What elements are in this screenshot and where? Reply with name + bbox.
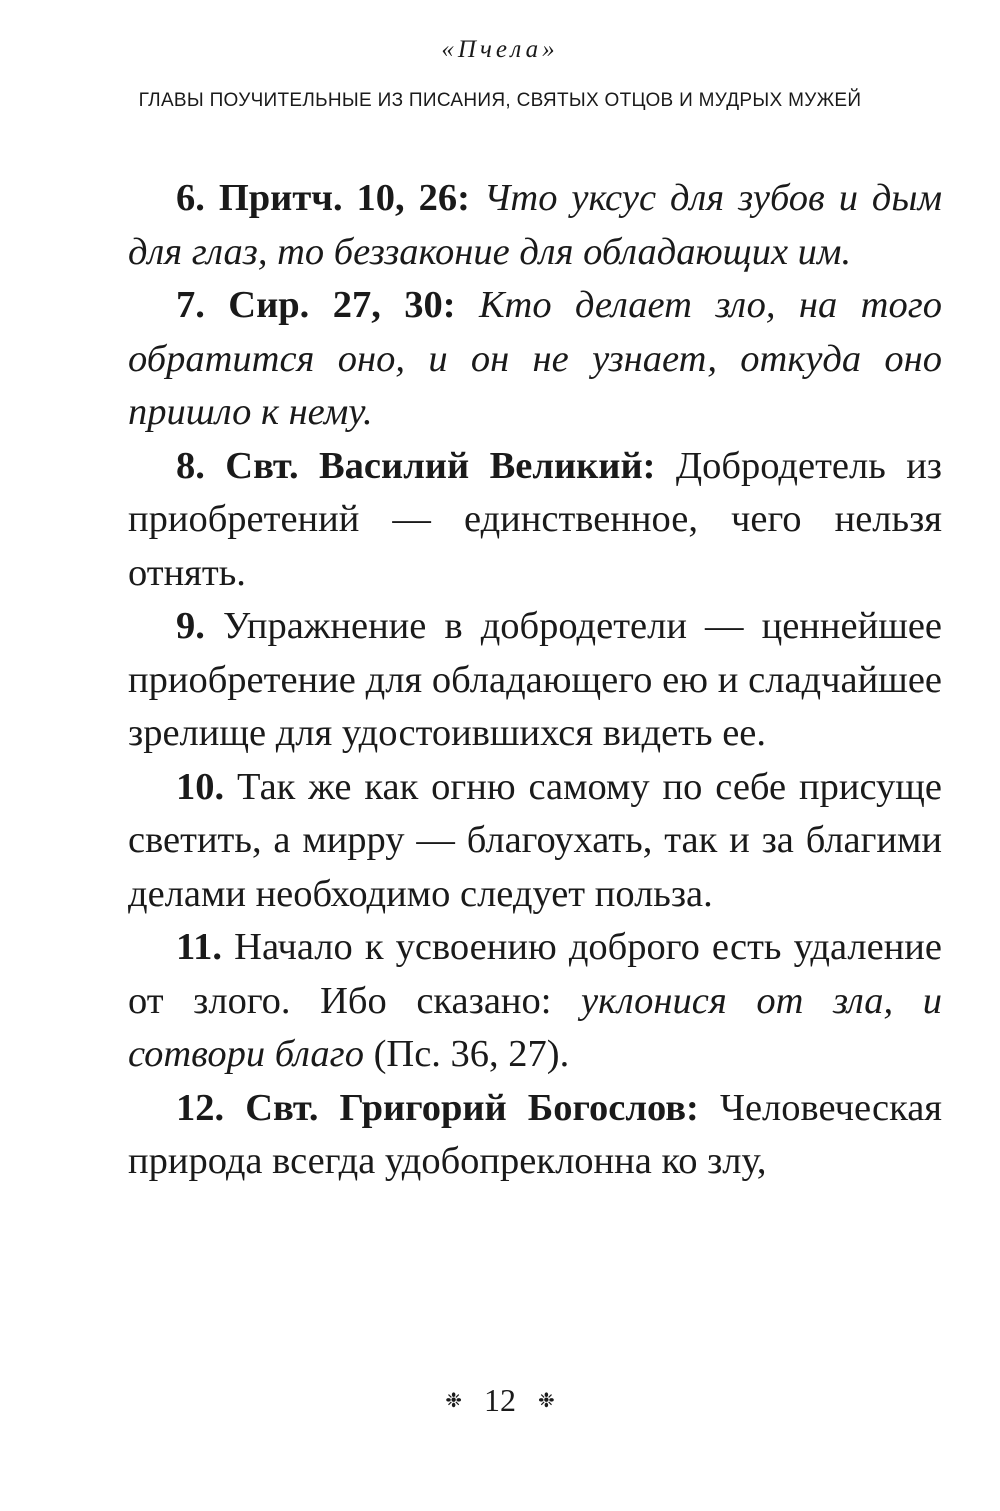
- paragraph-number: 12.: [176, 1086, 225, 1129]
- paragraph-text: Начало к усвоению доброго есть удаление от злого. Ибо сказано:: [128, 926, 943, 1022]
- paragraph-number: 10.: [176, 765, 225, 808]
- paragraph-number: 11.: [176, 926, 223, 968]
- page-footer: [0, 1382, 1000, 1419]
- ornament-left-icon: ❉: [445, 1390, 462, 1412]
- paragraph-text: Упражнение в добродетели — ценнейшее приобретение для обладающего ею и сладчайшее зрелище для удостоившихся видеть ее.: [128, 605, 943, 754]
- running-title: «Пчела»: [441, 36, 559, 63]
- paragraph-6: [128, 172, 942, 279]
- paragraph-number: 8.: [176, 444, 205, 487]
- paragraph-number: 6.: [176, 177, 205, 219]
- paragraph-11: [128, 921, 942, 1082]
- page-body: [128, 172, 942, 1189]
- ornament-right-icon: ❉: [538, 1390, 555, 1412]
- source-ref: Притч. 10, 26:: [218, 177, 470, 219]
- paragraph-number: 9.: [176, 605, 205, 647]
- paragraph-text: Человеческая природа всегда удобопреклонна ко злу,: [128, 1086, 943, 1182]
- paragraph-8: [128, 440, 942, 601]
- psalm-ref: (Пс. 36, 27).: [373, 1033, 570, 1075]
- source-ref: Сир. 27, 30:: [228, 284, 456, 326]
- paragraph-text: Так же как огню самому по себе присуще светить, а мирру — благоухать, так и за благими делами необходимо следует польза.: [128, 765, 943, 915]
- paragraph-12: [128, 1082, 942, 1189]
- scripture-quote: Кто делает зло, на того обратится оно, и он не узнает, откуда оно пришло к нему.: [128, 284, 943, 433]
- paragraph-10: [128, 761, 942, 922]
- page-number: 12: [484, 1382, 516, 1418]
- source-ref: Свт. Василий Великий:: [225, 444, 656, 487]
- paragraph-9: [128, 600, 942, 761]
- running-subtitle: ГЛАВЫ ПОУЧИТЕЛЬНЫЕ ИЗ ПИСАНИЯ, СВЯТЫХ ОТЦОВ И МУДРЫХ МУЖЕЙ: [138, 90, 862, 111]
- paragraph-text: Добродетель из приобретений — единственное, чего нельзя отнять.: [128, 444, 943, 594]
- paragraph-7: [128, 279, 942, 440]
- paragraph-number: 7.: [176, 284, 205, 326]
- scripture-quote: уклонися от зла, и сотвори благо: [128, 979, 942, 1075]
- scripture-quote: Что уксус для зубов и дым для глаз, то беззаконие для обладающих им.: [128, 177, 943, 273]
- source-ref: Свт. Григорий Богослов:: [245, 1086, 699, 1129]
